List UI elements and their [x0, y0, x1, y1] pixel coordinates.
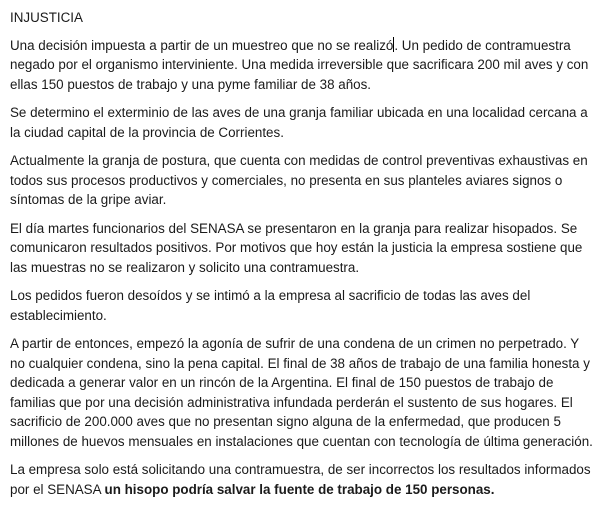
paragraph-1: [10, 36, 595, 95]
document-body[interactable]: [10, 8, 595, 508]
paragraph-5: Los pedidos fueron desoídos y se intimó a la empresa al sacrificio de todas las aves del establecimiento.: [10, 288, 531, 323]
paragraph-7: [10, 460, 595, 499]
paragraph-1-end: . Un pedido de contramuestra negado por el organismo interviniente. Una medida irreversible que sacrificara 200 mil aves y con ellas 150 puestos de trabajo y una pyme familiar de 38 años.: [10, 37, 589, 92]
paragraph-3: Actualmente la granja de postura, que cuenta con medidas de control preventivas exhaustivas en todos sus procesos productivos y comerciales, no presenta en sus planteles aviares signos o síntomas de la gripe aviar.: [10, 153, 588, 207]
paragraph-2: Se determino el exterminio de las aves de una granja familiar ubicada en una localidad cercana a la ciudad capital de la provincia de Corrientes.: [10, 105, 588, 140]
paragraph-6: A partir de entonces, empezó la agonía de sufrir de una condena de un crimen no perpetrado. Y no cualquier condena, sino la pena capital. El final de 38 años de trabajo de una familia honesta y dedicada a generar valor en un rincón de la Argentina. El final de 150 puestos de trabajo de familias que por una decisión administrativa infundada perderán el sustento de sus hogares. El sacrificio de 200.000 aves que no presentan signo alguna de la enfermedad, que producen 5 millones de huevos mensuales en instalaciones que cuentan con tecnología de última generación.: [10, 336, 593, 449]
paragraph-1-start: Una decisión impuesta a partir de un muestreo que no se realizó: [10, 37, 394, 53]
paragraph-7-bold-text: un hisopo podría salvar la fuente de trabajo de 150 personas.: [104, 481, 495, 497]
paragraph-4: El día martes funcionarios del SENASA se presentaron en la granja para realizar hisopados. Se comunicaron resultados positivos. Por motivos que hoy están la justicia la empresa sostiene que las muestras no se realizaron y solicito una contramuestra.: [10, 220, 583, 275]
document-title: INJUSTICIA: [10, 10, 83, 25]
paragraph-7-text: La empresa solo está solicitando una contramuestra, de ser incorrectos los resultados informados por el SENASA: [10, 462, 591, 497]
